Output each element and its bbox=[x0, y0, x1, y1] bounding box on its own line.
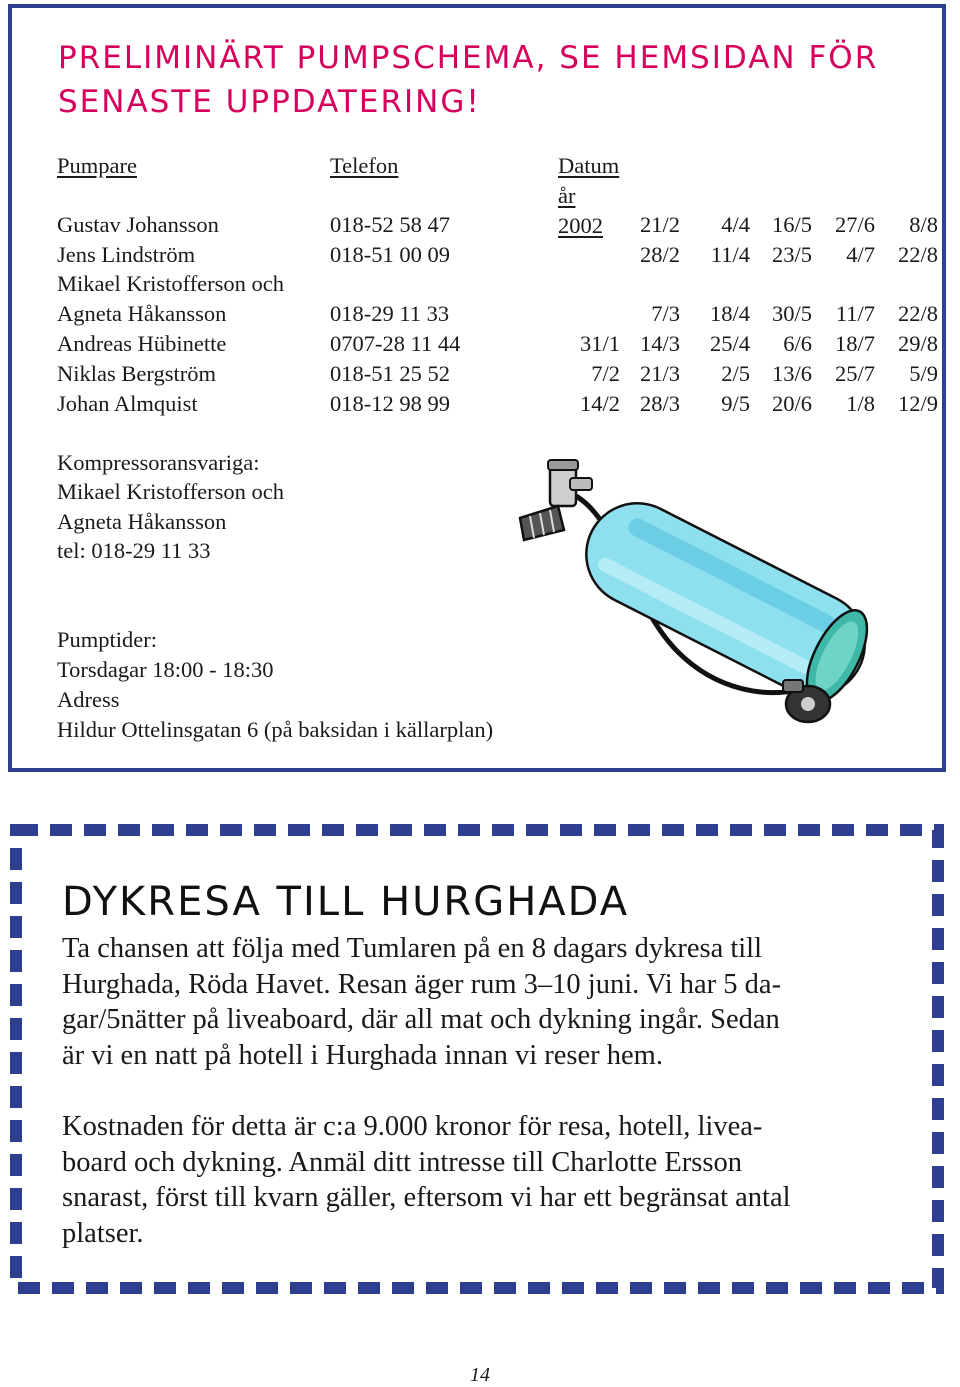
pumpare-phone: 0707-28 11 44 bbox=[330, 331, 461, 356]
date-cell: 28/2 bbox=[639, 242, 680, 267]
text-line: Kostnaden för detta är c:a 9.000 kronor för resa, hotell, livea- bbox=[62, 1111, 763, 1142]
date-cell: 13/6 bbox=[771, 361, 812, 386]
text-line: snarast, först till kvarn gäller, eftersom vi har ett begränsat antal bbox=[62, 1182, 791, 1214]
pumpare-name: Niklas Bergström bbox=[57, 361, 216, 386]
date-cell: 20/6 bbox=[771, 391, 812, 416]
text-line: platser. bbox=[62, 1217, 144, 1249]
pumptimes-time: Torsdagar 18:00 - 18:30 bbox=[57, 657, 274, 682]
date-cell: 9/5 bbox=[721, 391, 750, 416]
pumpare-name: Agneta Håkansson bbox=[57, 301, 227, 326]
scuba-tank-icon bbox=[508, 452, 902, 734]
date-cell: 29/8 bbox=[897, 331, 938, 356]
date-cell: 8/8 bbox=[909, 212, 938, 237]
trip-title: DYKRESA TILL HURGHADA bbox=[62, 879, 630, 925]
date-cell: 27/6 bbox=[834, 212, 875, 237]
date-cell: 22/8 bbox=[897, 242, 938, 267]
date-cell: 25/7 bbox=[834, 361, 875, 386]
date-cell: 18/4 bbox=[709, 301, 750, 326]
page-number: 14 bbox=[470, 1364, 490, 1386]
notice-title bbox=[58, 36, 938, 124]
pumpare-phone: 018-12 98 99 bbox=[330, 391, 450, 416]
trip-paragraph-1 bbox=[62, 931, 902, 1073]
date-cell: 21/2 bbox=[639, 212, 680, 237]
date-cell: 1/8 bbox=[846, 391, 875, 416]
date-cell: 30/5 bbox=[771, 301, 812, 326]
address-text: Hildur Ottelinsgatan 6 (på baksidan i källarplan) bbox=[57, 717, 494, 742]
pumpare-name: Andreas Hübinette bbox=[57, 331, 227, 356]
date-cell: 11/4 bbox=[710, 242, 750, 267]
pumpare-name: Gustav Johansson bbox=[57, 212, 219, 237]
compressor-name: Mikael Kristofferson och bbox=[57, 479, 285, 504]
pumpare-name: Mikael Kristofferson och bbox=[57, 271, 285, 296]
date-cell: 6/6 bbox=[783, 331, 812, 356]
date-cell: 22/8 bbox=[897, 301, 938, 326]
date-cell: 7/2 bbox=[591, 361, 620, 386]
date-cell: 12/9 bbox=[897, 391, 938, 416]
date-cell: 28/3 bbox=[639, 391, 680, 416]
header-datum: Datum år 2002 bbox=[558, 153, 620, 238]
date-cell: 2/5 bbox=[721, 361, 750, 386]
date-cell: 14/3 bbox=[639, 331, 680, 356]
pumptimes-label: Pumptider: bbox=[57, 627, 157, 652]
compressor-name: Agneta Håkansson bbox=[57, 509, 227, 534]
date-cell: 25/4 bbox=[709, 331, 750, 356]
text-line: Hurghada, Röda Havet. Resan äger rum 3–10 juni. Vi har 5 da- bbox=[62, 968, 782, 1000]
date-cell: 31/1 bbox=[579, 331, 620, 356]
date-cell: 21/3 bbox=[639, 361, 680, 386]
text-line: är vi en natt på hotell i Hurghada innan vi reser hem. bbox=[62, 1039, 663, 1071]
trip-paragraph-2 bbox=[62, 1109, 902, 1251]
pumpare-name: Jens Lindström bbox=[57, 242, 196, 267]
compressor-phone: tel: 018-29 11 33 bbox=[57, 538, 211, 563]
header-telefon: Telefon bbox=[330, 153, 399, 178]
address-label: Adress bbox=[57, 687, 120, 712]
pumpare-phone: 018-51 25 52 bbox=[330, 361, 450, 386]
pumpare-phone: 018-51 00 09 bbox=[330, 242, 450, 267]
date-cell: 23/5 bbox=[771, 242, 812, 267]
header-pumpare: Pumpare bbox=[57, 153, 137, 178]
text-line: Ta chansen att följa med Tumlaren på en 8 dagars dykresa till bbox=[62, 933, 763, 964]
date-cell: 4/4 bbox=[721, 212, 750, 237]
date-cell: 14/2 bbox=[579, 391, 620, 416]
date-cell: 4/7 bbox=[846, 242, 875, 267]
pumpare-phone: 018-52 58 47 bbox=[330, 212, 450, 237]
compressor-label: Kompressoransvariga: bbox=[57, 450, 260, 475]
date-cell: 5/9 bbox=[909, 361, 938, 386]
pumpare-name: Johan Almquist bbox=[57, 391, 198, 416]
notice-title-line1: PRELIMINÄRT PUMPSCHEMA, SE HEMSIDAN FÖR bbox=[58, 40, 879, 76]
notice-title-line2: SENASTE UPPDATERING! bbox=[58, 84, 481, 120]
date-cell: 11/7 bbox=[835, 301, 875, 326]
pumpare-phone: 018-29 11 33 bbox=[330, 301, 450, 326]
date-cell: 7/3 bbox=[651, 301, 680, 326]
text-line: board och dykning. Anmäl ditt intresse till Charlotte Ersson bbox=[62, 1146, 742, 1178]
text-line: gar/5nätter på liveaboard, där all mat och dykning ingår. Sedan bbox=[62, 1004, 780, 1036]
date-cell: 16/5 bbox=[771, 212, 812, 237]
date-cell: 18/7 bbox=[834, 331, 875, 356]
